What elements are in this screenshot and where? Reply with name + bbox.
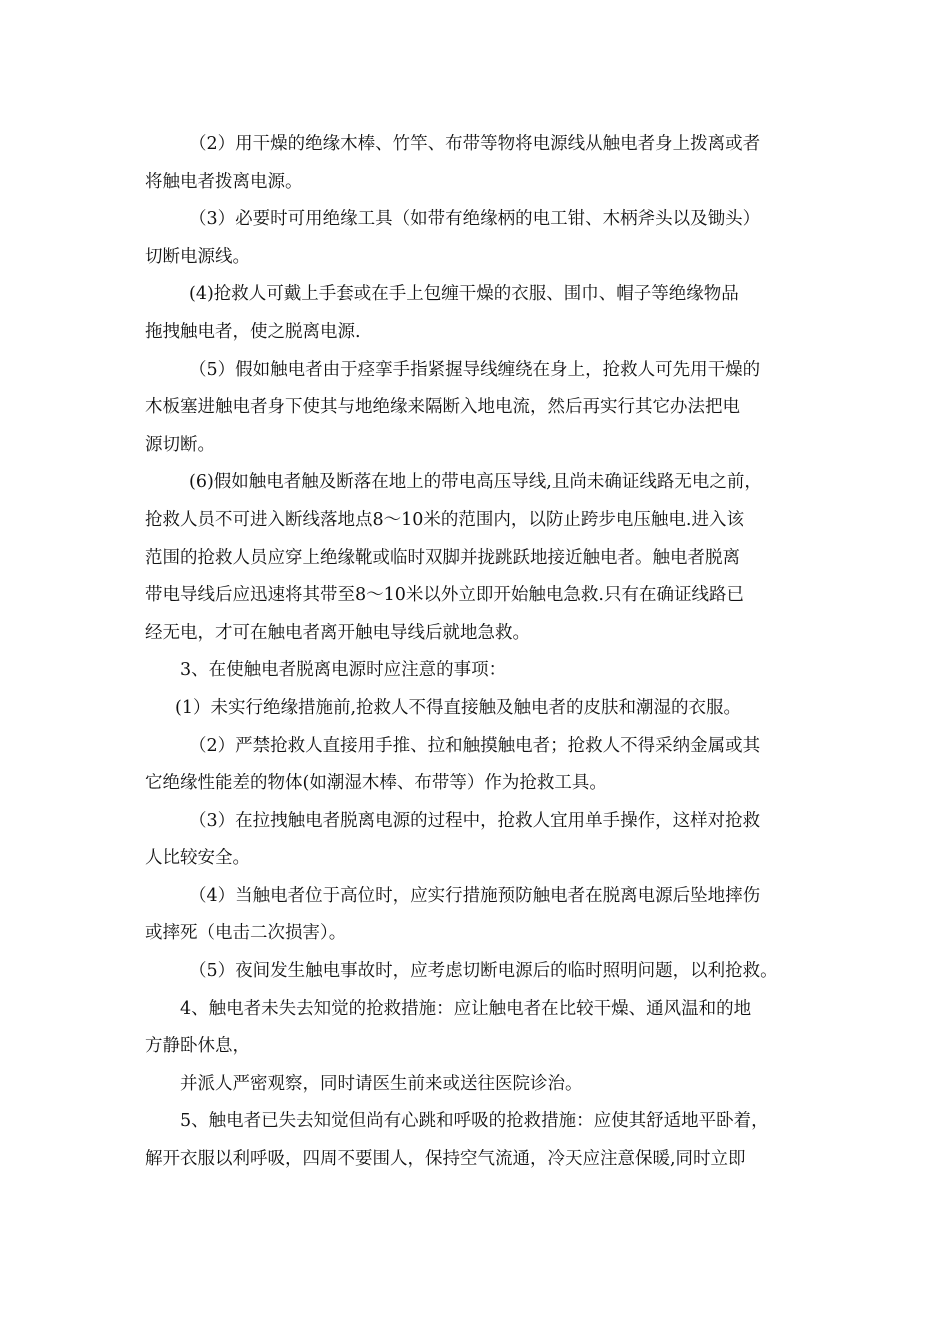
- section-heading: 5、触电者已失去知觉但尚有心跳和呼吸的抢救措施：应使其舒适地平卧着，: [180, 1111, 769, 1132]
- paragraph-line: (1）未实行绝缘措施前,抢救人不得直接触及触电者的皮肤和潮湿的衣服。: [175, 697, 742, 718]
- paragraph-line: (6)假如触电者触及断落在地上的带电高压导线,且尚未确证线路无电之前，: [189, 472, 762, 493]
- paragraph-line: 切断电源线。: [145, 246, 250, 267]
- paragraph-line: （2）用干燥的绝缘木棒、竹竿、布带等物将电源线从触电者身上拨离或者: [189, 134, 761, 154]
- paragraph-line: （4）当触电者位于高位时，应实行措施预防触电者在脱离电源后坠地摔伤: [189, 885, 761, 906]
- paragraph-line: 带电导线后应迅速将其带至8～10米以外立即开始触电急救.只有在确证线路已: [145, 585, 744, 606]
- paragraph-line: 或摔死（电击二次损害）。: [145, 923, 347, 944]
- paragraph-line: 将触电者拨离电源。: [145, 171, 303, 192]
- paragraph-line: 木板塞进触电者身下使其与地绝缘来隔断入地电流，然后再实行其它办法把电: [145, 397, 740, 418]
- paragraph-line: 解开衣服以利呼吸，四周不要围人，保持空气流通，冷天应注意保暖,同时立即: [145, 1149, 746, 1170]
- paragraph-line: （2）严禁抢救人直接用手推、拉和触摸触电者；抢救人不得采纳金属或其: [189, 735, 761, 756]
- paragraph-line: 人比较安全。: [145, 848, 250, 869]
- paragraph-line: （5）夜间发生触电事故时，应考虑切断电源后的临时照明问题，以利抢救。: [189, 961, 778, 982]
- paragraph-line: （5）假如触电者由于痉挛手指紧握导线缠绕在身上，抢救人可先用干燥的: [189, 359, 761, 380]
- paragraph-line: 源切断。: [145, 434, 215, 455]
- paragraph-line: 范围的抢救人员应穿上绝缘靴或临时双脚并拢跳跃地接近触电者。触电者脱离: [145, 547, 740, 568]
- paragraph-line: 它绝缘性能差的物体(如潮湿木棒、布带等）作为抢救工具。: [145, 773, 607, 794]
- paragraph-line: 方静卧休息，: [145, 1036, 250, 1057]
- paragraph-line: 拖拽触电者，使之脱离电源.: [145, 321, 361, 342]
- section-heading: 4、触电者未失去知觉的抢救措施：应让触电者在比较干燥、通风温和的地: [180, 998, 752, 1019]
- paragraph-line: （3）必要时可用绝缘工具（如带有绝缘柄的电工钳、木柄斧头以及锄头）: [189, 209, 761, 230]
- paragraph-line: 抢救人员不可进入断线落地点8～10米的范围内，以防止跨步电压触电.进入该: [145, 509, 744, 530]
- paragraph-line: (4)抢救人可戴上手套或在手上包缠干燥的衣服、围巾、帽子等绝缘物品: [189, 284, 739, 305]
- document-body: [145, 126, 825, 1179]
- paragraph-line: 经无电，才可在触电者离开触电导线后就地急救。: [145, 622, 530, 643]
- section-heading: 3、在使触电者脱离电源时应注意的事项：: [180, 660, 507, 681]
- paragraph-line: 并派人严密观察，同时请医生前来或送往医院诊治。: [180, 1073, 583, 1094]
- paragraph-line: （3）在拉拽触电者脱离电源的过程中，抢救人宜用单手操作，这样对抢救: [189, 810, 761, 831]
